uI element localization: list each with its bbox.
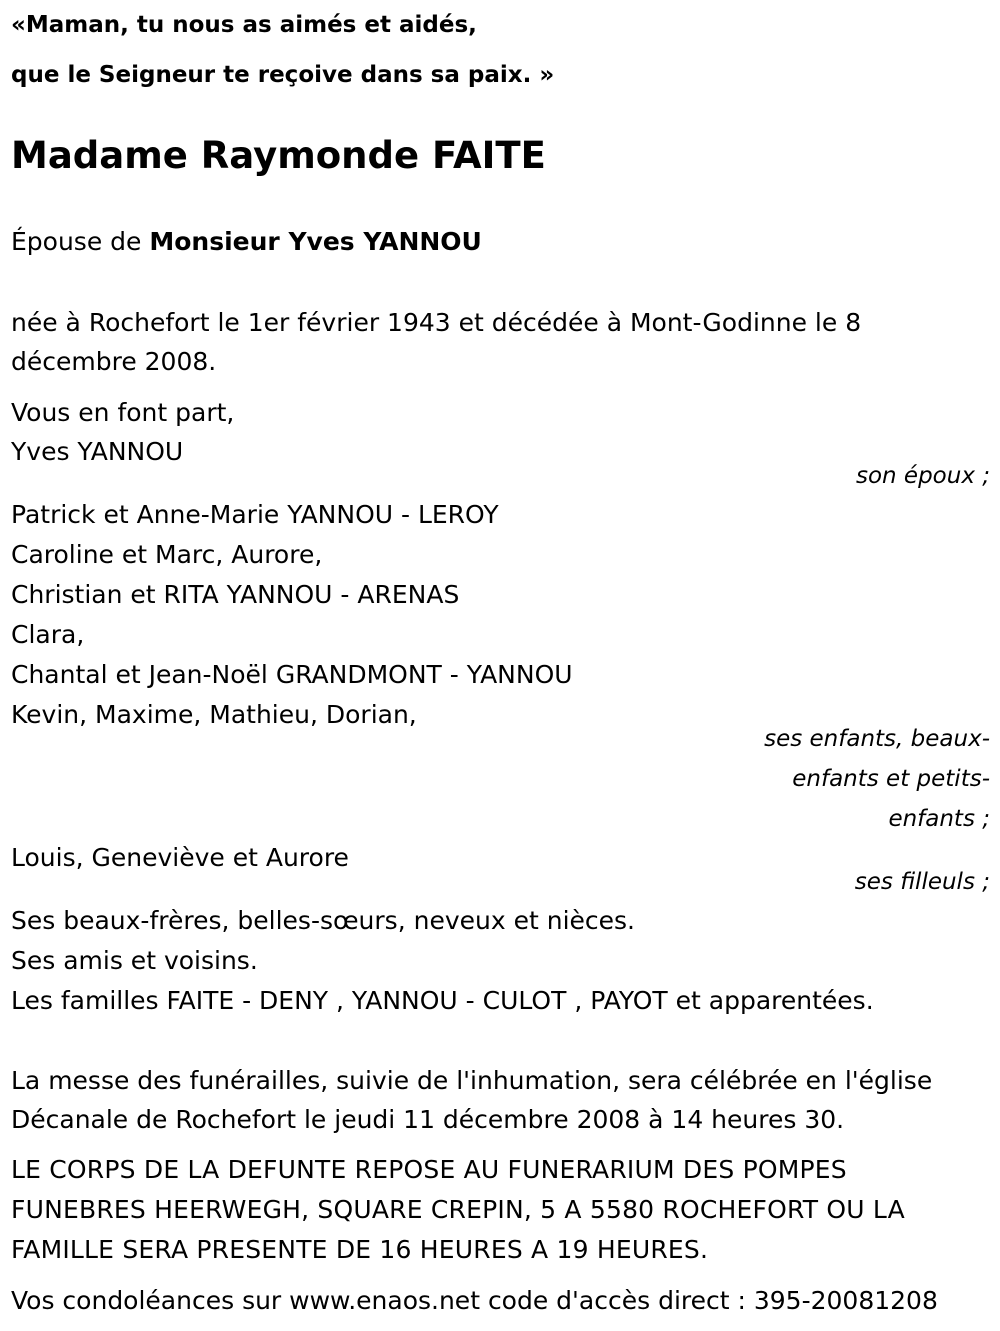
child-line: Caroline et Marc, Aurore, (11, 540, 323, 569)
child-line: Patrick et Anne-Marie YANNOU - LEROY (11, 500, 499, 529)
deceased-name: Madame Raymonde FAITE (11, 134, 546, 177)
children-role-line: enfants et petits- (792, 766, 990, 792)
family-spouse-role: son époux ; (855, 463, 990, 489)
quote-line-2: que le Seigneur te reçoive dans sa paix. » (11, 62, 555, 88)
quote-line-1: «Maman, tu nous as aimés et aidés, (11, 12, 477, 38)
child-line: Chantal et Jean-Noël GRANDMONT - YANNOU (11, 660, 573, 689)
child-line: Kevin, Maxime, Mathieu, Dorian, (11, 700, 417, 729)
relatives-line: Les familles FAITE - DENY , YANNOU - CULOT , PAYOT et apparentées. (11, 986, 874, 1015)
visitation-line: LE CORPS DE LA DEFUNTE REPOSE AU FUNERARIUM DES POMPES (11, 1155, 847, 1184)
godchildren-names: Louis, Geneviève et Aurore (11, 843, 349, 872)
funeral-line-1: La messe des funérailles, suivie de l'inhumation, sera célébrée en l'église (11, 1066, 933, 1095)
spouse-name: Monsieur Yves YANNOU (149, 227, 482, 256)
family-spouse-name: Yves YANNOU (11, 437, 184, 466)
announcement-intro: Vous en font part, (11, 398, 235, 427)
children-role-line: ses enfants, beaux- (764, 726, 990, 752)
visitation-line: FUNEBRES HEERWEGH, SQUARE CREPIN, 5 A 5580 ROCHEFORT OU LA (11, 1195, 905, 1224)
spouse-line (11, 227, 482, 257)
relatives-line: Ses amis et voisins. (11, 946, 258, 975)
child-line: Clara, (11, 620, 85, 649)
godchildren-role: ses filleuls ; (854, 869, 990, 895)
relatives-line: Ses beaux-frères, belles-sœurs, neveux et nièces. (11, 906, 635, 935)
birth-death-line-2: décembre 2008. (11, 347, 217, 376)
condolences-line: Vos condoléances sur www.enaos.net code d'accès direct : 395-20081208 (11, 1286, 938, 1315)
children-role-line: enfants ; (888, 806, 990, 832)
spouse-prefix: Épouse de (11, 227, 150, 256)
visitation-line: FAMILLE SERA PRESENTE DE 16 HEURES A 19 HEURES. (11, 1235, 709, 1264)
birth-death-line-1: née à Rochefort le 1er février 1943 et décédée à Mont-Godinne le 8 (11, 308, 862, 337)
funeral-line-2: Décanale de Rochefort le jeudi 11 décembre 2008 à 14 heures 30. (11, 1105, 845, 1134)
child-line: Christian et RITA YANNOU - ARENAS (11, 580, 460, 609)
